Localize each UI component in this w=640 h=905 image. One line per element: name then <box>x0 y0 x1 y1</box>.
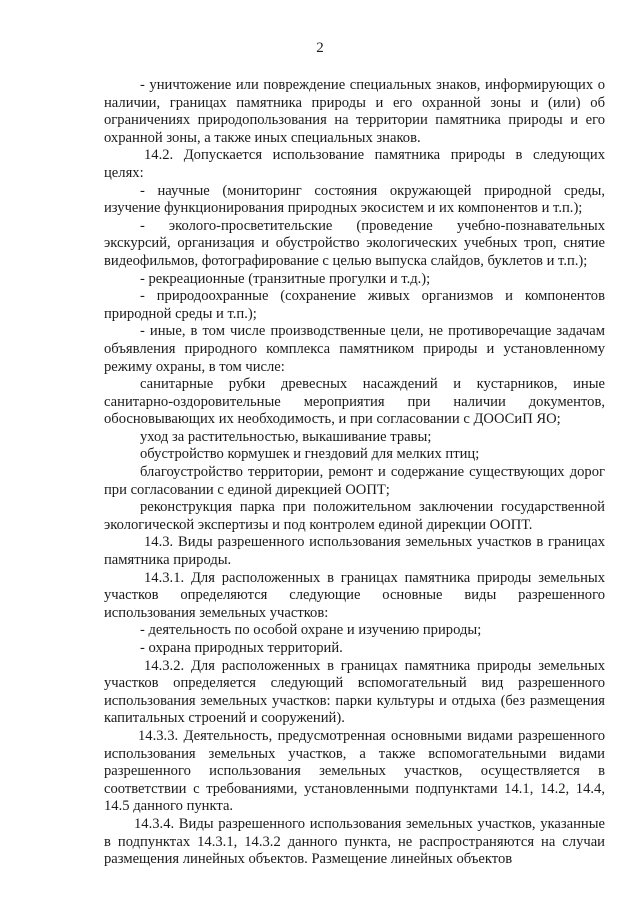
paragraph: - научные (мониторинг состояния окружающей природной среды, изучение функционирования природных экосистем и их компонентов и т.п.); <box>104 182 605 217</box>
document-body <box>104 77 605 869</box>
paragraph: 14.3.2. Для расположенных в границах памятника природы земельных участков определяется следующий вспомогательный вид разрешенного использования земельных участков: парки культуры и отдыха (без размещения капитальных строений и сооружений). <box>104 657 605 727</box>
paragraph: 14.3.1. Для расположенных в границах памятника природы земельных участков определяются следующие основные виды разрешенного использования земельных участков: <box>104 569 605 621</box>
paragraph: реконструкция парка при положительном заключении государственной экологической экспертизы и под контролем единой дирекции ООПТ. <box>104 499 605 533</box>
paragraph: - эколого-просветительские (проведение учебно-познавательных экскурсий, организация и обустройство экологических учебных троп, снятие видеофильмов, фотографирование с целью выпуска слайдов, буклетов и т.п.); <box>104 217 605 269</box>
paragraph: 14.3.4. Виды разрешенного использования земельных участков, указанные в подпунктах 14.3.1, 14.3.2 данного пункта, не распространяются на случаи размещения линейных объектов. Размещение линейных объектов <box>104 815 605 868</box>
paragraph: 14.3. Виды разрешенного использования земельных участков в границах памятника природы. <box>104 534 605 569</box>
paragraph: 14.3.3. Деятельность, предусмотренная основными видами разрешенного использования земельных участков, а также вспомогательными видами разрешенного использования земельных участков, осуществляется в соответствии с требованиями, установленными подпунктами 14.1, 14.2, 14.4, 14.5 данного пункта. <box>104 727 605 815</box>
paragraph: санитарные рубки древесных насаждений и кустарников, иные санитарно-оздоровительные мероприятия при наличии документов, обосновывающих их необходимость, и при согласовании с ДООСиП ЯО; <box>104 376 605 428</box>
paragraph: - уничтожение или повреждение специальных знаков, информирующих о наличии, границах памятника природы и его охранной зоны и (или) об ограничениях природопользования на территории памятника природы и его охранной зоны, а также иных специальных знаков. <box>104 77 605 146</box>
page-number: 2 <box>316 40 324 56</box>
paragraph: - природоохранные (сохранение живых организмов и компонентов природной среды и т.п.); <box>104 288 605 322</box>
paragraph: 14.2. Допускается использование памятника природы в следующих целях: <box>104 147 605 181</box>
paragraph: - охрана природных территорий. <box>140 640 343 656</box>
paragraph: уход за растительностью, выкашивание травы; <box>140 428 432 445</box>
paragraph: - деятельность по особой охране и изучению природы; <box>140 622 482 639</box>
paragraph: - рекреационные (транзитные прогулки и т.д.); <box>140 270 431 287</box>
paragraph: благоустройство территории, ремонт и содержание существующих дорог при согласовании с единой дирекцией ООПТ; <box>104 464 605 498</box>
paragraph: обустройство кормушек и гнездовий для мелких птиц; <box>140 446 480 463</box>
paragraph: - иные, в том числе производственные цели, не противоречащие задачам объявления природного комплекса памятником природы и установленному режиму охраны, в том числе: <box>104 323 605 375</box>
